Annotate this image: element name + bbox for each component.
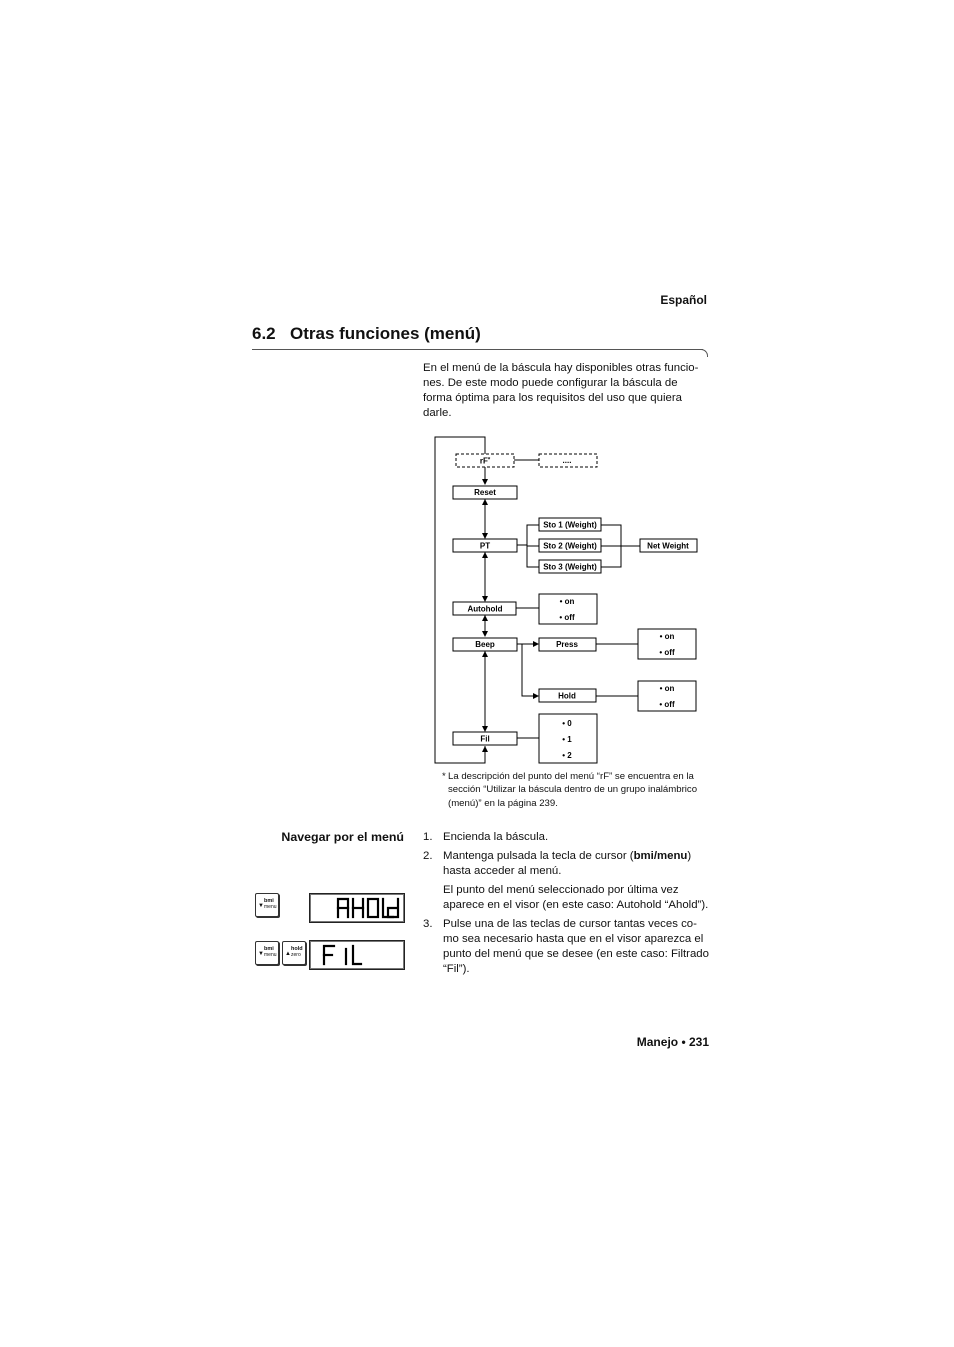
footnote-text: La descripción del punto del menú “rF” se encuentra en la sección “Utilizar la báscula dentro de un grupo inalámbrico (menú)” en la página 239. [448,771,698,809]
arrow-down-beep [482,631,488,637]
footnote-star: * [442,771,446,782]
step-key-name: bmi/menu [633,850,688,862]
beep-label: Beep [475,640,495,649]
key-label-top: bmi [264,946,274,952]
arrow-down-reset [482,479,488,485]
lcd-ahold-glyphs [310,894,404,922]
fil-2: • 2 [562,751,572,760]
step-text: Encienda la báscula. [443,831,549,843]
autohold-on: • on [559,597,575,606]
press-label: Press [556,640,578,649]
fil-0: • 0 [562,719,572,728]
press-off: • off [659,648,675,657]
key-label-top: hold [291,946,303,952]
key-label-top: bmi [264,898,274,904]
language-label: Español [660,293,707,307]
step-number: 2. [423,850,433,862]
arrow-up-icon: ▲ [285,951,291,957]
pt-label: PT [479,541,491,551]
press-on: • on [659,632,675,641]
intro-text: En el menú de la báscula hay disponibles otras funcio-nes. De este modo puede configurar la báscula de forma óptima para los requisitos del uso que quiera darle. [423,362,699,419]
key-label-bottom: menu [264,952,277,958]
step-2 [423,849,709,913]
fil-label: Fil [480,734,490,744]
arrow-up-loop [482,746,488,752]
bmi-menu-key-2 [255,941,279,965]
arrow-up-pt [482,552,488,558]
arrow-right-press [533,641,539,647]
arrow-down-pt [482,533,488,539]
sto3-label: Sto 3 (Weight) [543,562,597,572]
arrow-down-icon: ▼ [258,951,264,957]
nav-steps [423,830,709,981]
net-weight-label: Net Weight [647,541,689,551]
page-footer: Manejo • 231 [636,1035,709,1049]
arrow-up-beep [482,651,488,657]
footnote [442,770,704,810]
nav-heading: Navegar por el menú [281,830,404,844]
bmi-menu-key [255,893,279,917]
step-subtext: El punto del menú seleccionado por última vez aparece en el visor (en este caso: Autohold “Ahold”). [443,884,709,911]
lcd-fil-glyphs [310,941,404,969]
fil-1: • 1 [562,735,572,744]
step-text-part: Mantenga pulsada la tecla de cursor ( [443,850,634,862]
arrow-down-autohold [482,596,488,602]
lcd-display-ahold [309,893,405,923]
section-title-text: Otras funciones (menú) [290,324,481,343]
arrow-right-hold [533,693,539,699]
sto1-label: Sto 1 (Weight) [543,520,597,530]
step-text: Pulse una de las teclas de cursor tantas veces co-mo sea necesario hasta que en el visor aparezca el punto del menú que se desee (en este caso: Filtrado “Fil”). [443,918,709,975]
rf-more-label: .... [562,456,572,465]
arrow-down-icon: ▼ [258,903,264,909]
sto2-label: Sto 2 (Weight) [543,541,597,551]
step-text-part: ) hasta acceder al menú. [443,850,692,877]
link-beep-hold [522,644,533,696]
key-label-bottom: menu [264,904,277,910]
step-number: 1. [423,831,433,843]
arrow-up-reset [482,499,488,505]
rf-label: rF* [479,456,491,466]
step-number: 3. [423,918,433,930]
lcd-display-fil [309,940,405,970]
section-number: 6.2 [252,324,276,343]
hold-off: • off [659,700,675,709]
key-label-bottom: zero [291,952,301,958]
arrow-down-fil [482,726,488,732]
autohold-label: Autohold [467,604,503,614]
step-1 [423,830,709,845]
step-3 [423,917,709,977]
step-text [443,849,709,879]
hold-zero-key [282,941,306,965]
reset-label: Reset [474,488,496,497]
hold-on: • on [659,684,675,693]
autohold-off: • off [559,613,575,622]
hold-label: Hold [558,691,576,701]
arrow-up-autohold [482,615,488,621]
